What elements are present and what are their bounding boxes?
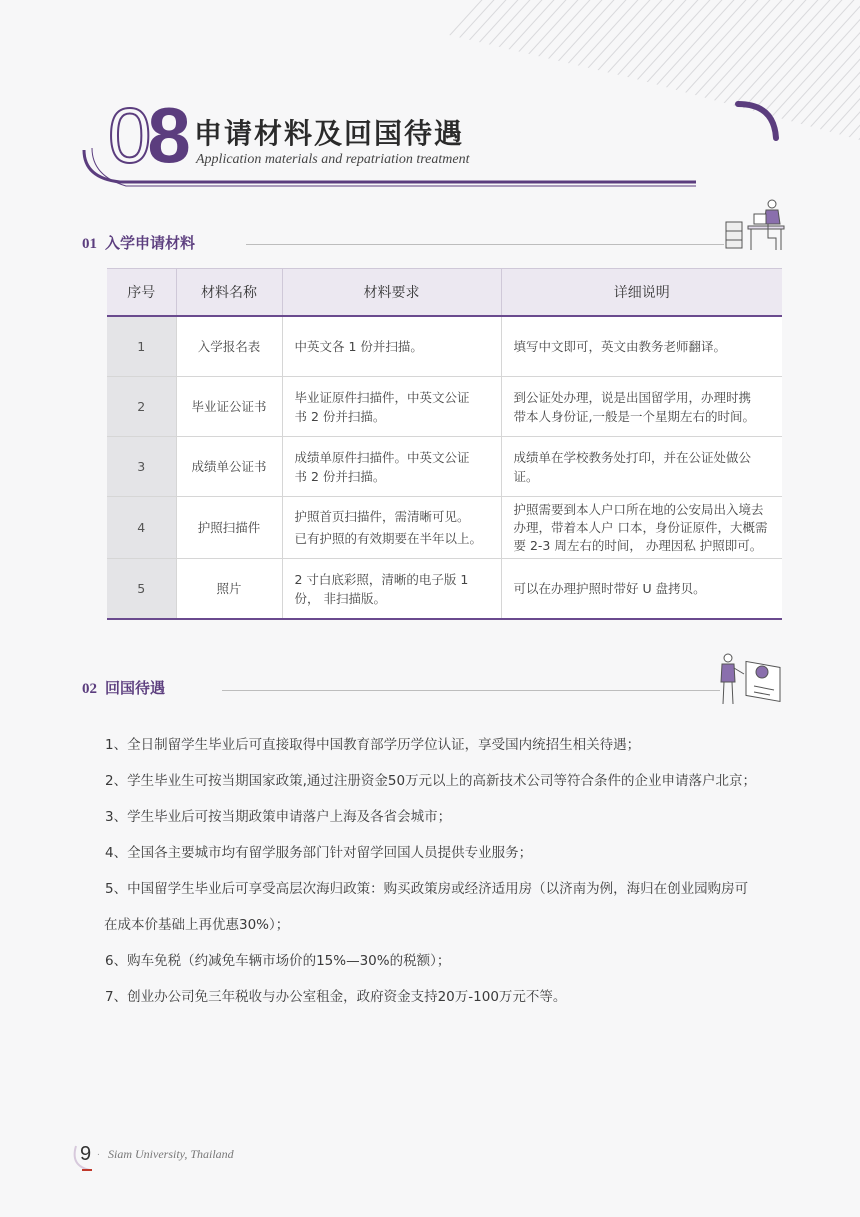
section-divider (222, 690, 720, 691)
row-requirement: 2 寸白底彩照，清晰的电子版 1 份， 非扫描版。 (282, 559, 501, 620)
row-requirement: 护照首页扫描件，需清晰可见。 已有护照的有效期要在半年以上。 (282, 497, 501, 559)
list-item: 7、创业办公司免三年税收与办公室租金，政府资金支持20万-100万元不等。 (105, 989, 567, 1005)
page-number: 9 · (80, 1143, 101, 1165)
row-index: 2 (107, 377, 176, 437)
row-requirement: 毕业证原件扫描件，中英文公证 书 2 份并扫描。 (282, 377, 501, 437)
list-item: 3、学生毕业后可按当期政策申请落户上海及各省会城市； (105, 809, 452, 825)
row-index: 5 (107, 559, 176, 620)
row-index: 4 (107, 497, 176, 559)
row-index: 1 (107, 316, 176, 377)
section-number (108, 91, 187, 179)
section-number-prefix: 0 (108, 91, 148, 179)
office-worker-illustration (722, 198, 788, 252)
row-index: 3 (107, 437, 176, 497)
list-item: 2、学生毕业生可按当期国家政策,通过注册资金50万元以上的高新技术公司等符合条件的企业申请落户北京； (105, 773, 757, 789)
row-name: 成绩单公证书 (176, 437, 282, 497)
list-item: 5、中国留学生毕业后可享受高层次海归政策：购买政策房或经济适用房（以济南为例，海归在创业园购房可 在成本价基础上再优惠30%）； (104, 881, 749, 933)
table-row (107, 437, 782, 497)
row-detail: 护照需要到本人户口所在地的公安局出入境去 办理，带着本人户 口本，身份证原件，大概需 要 2-3 周左右的时间， 办理因私 护照即可。 (501, 497, 782, 559)
header-material-name: 材料名称 (176, 269, 282, 317)
row-detail: 填写中文即可，英文由教务老师翻译。 (501, 316, 782, 377)
section-number-digit: 8 (147, 91, 187, 179)
row-name: 入学报名表 (176, 316, 282, 377)
materials-table (107, 268, 782, 620)
header-requirement: 材料要求 (282, 269, 501, 317)
presenter-illustration (704, 648, 786, 708)
row-requirement: 成绩单原件扫描件。中英文公证 书 2 份并扫描。 (282, 437, 501, 497)
list-item: 1、全日制留学生毕业后可直接取得中国教育部学历学位认证，享受国内统招生相关待遇； (105, 737, 641, 753)
table-header-row (107, 269, 782, 317)
section-heading-title: 回国待遇 (105, 679, 166, 697)
section-heading-number: 01 (82, 236, 97, 252)
section-heading-benefits (82, 677, 165, 698)
table-row (107, 316, 782, 377)
header-index: 序号 (107, 269, 176, 317)
row-requirement: 中英文各 1 份并扫描。 (282, 316, 501, 377)
row-detail: 成绩单在学校教务处打印，并在公证处做公 证。 (501, 437, 782, 497)
row-name: 照片 (176, 559, 282, 620)
row-name: 护照扫描件 (176, 497, 282, 559)
footer-university: Siam University, Thailand (108, 1147, 234, 1161)
list-item: 6、购车免税（约减免车辆市场价的15%—30%的税额）； (105, 953, 451, 969)
list-item: 4、全国各主要城市均有留学服务部门针对留学回国人员提供专业服务； (105, 845, 533, 861)
header-detail: 详细说明 (501, 269, 782, 317)
benefits-list (105, 727, 795, 1015)
section-heading-number: 02 (82, 681, 97, 697)
table-row (107, 497, 782, 559)
page-subtitle: Application materials and repatriation treatment (196, 152, 470, 167)
table-row (107, 377, 782, 437)
row-name: 毕业证公证书 (176, 377, 282, 437)
section-divider (246, 244, 724, 245)
section-heading-materials (82, 232, 195, 253)
section-heading-title: 入学申请材料 (105, 234, 196, 252)
row-detail: 可以在办理护照时带好 U 盘拷贝。 (501, 559, 782, 620)
page-title: 申请材料及回国待遇 (194, 117, 465, 150)
row-detail: 到公证处办理，说是出国留学用，办理时携 带本人身份证,一般是一个星期左右的时间。 (501, 377, 782, 437)
table-row (107, 559, 782, 620)
